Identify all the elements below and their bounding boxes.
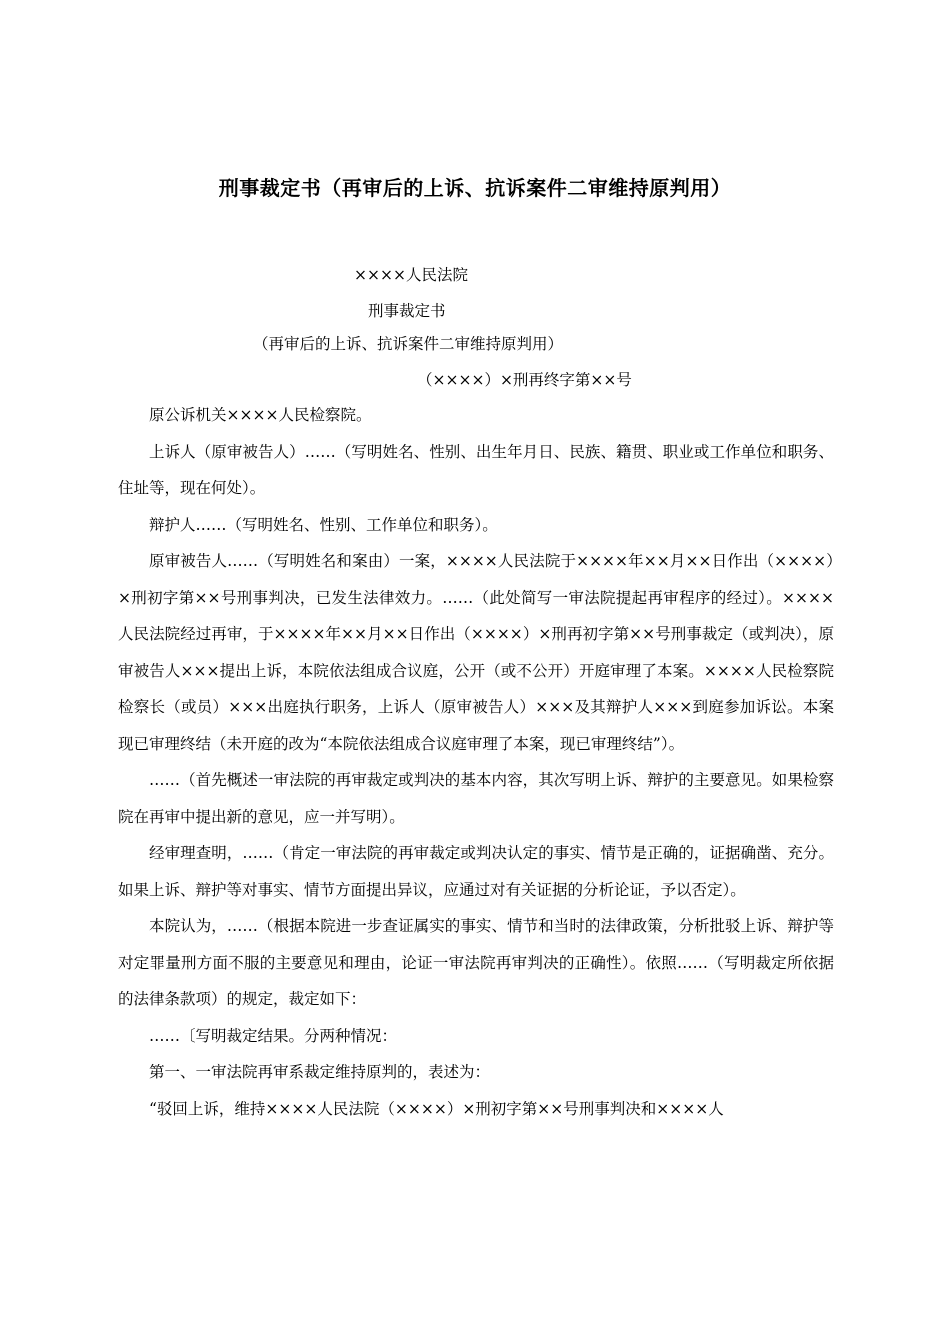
document-type: 刑事裁定书 — [368, 302, 446, 320]
court-name: ××××人民法院 — [354, 266, 468, 284]
document-body — [118, 397, 834, 1127]
paragraph-ruling-intro: ……〔写明裁定结果。分两种情况： — [149, 1026, 398, 1045]
paragraph-ruling-case-one: 第一、一审法院再审系裁定维持原判的，表述为： — [149, 1063, 491, 1081]
paragraph-appellant: 上诉人（原审被告人）……（写明姓名、性别、出生年月日、民族、籍贯、职业或工作单位和职务、住址等，现在何处）。 — [118, 442, 834, 497]
paragraph-summary: ……（首先概述一审法院的再审裁定或判决的基本内容，其次写明上诉、辩护的主要意见。如果检察院在再审中提出新的意见，应一并写明）。 — [118, 771, 834, 826]
paragraph-findings: 经审理查明，……（肯定一审法院的再审裁定或判决认定的事实、情节是正确的，证据确凿、充分。如果上诉、辩护等对事实、情节方面提出异议，应通过对有关证据的分析论证，予以否定）。 — [118, 844, 834, 899]
case-number: （××××）×刑再终字第××号 — [417, 371, 632, 389]
document-subtitle: （再审后的上诉、抗诉案件二审维持原判用） — [253, 335, 564, 353]
paragraph-case-history: 原审被告人……（写明姓名和案由）一案，××××人民法院于××××年××月××日作出（××××）×刑初字第××号刑事判决，已发生法律效力。……（此处简写一审法院提起再审程序的经过）。××××人民法院经过再审，于××××年××月××日作出（××××）×刑再初字第××号刑事裁定（或判决），原审被告人×××提出上诉，本院依法组成合议庭，公开（或不公开）开庭审理了本案。××××人民检察院检察长（或员）×××出庭执行职务，上诉人（原审被告人）×××及其辩护人×××到庭参加诉讼。本案现已审理终结（未开庭的改为“本院依法组成合议庭审理了本案，现已审理终结”）。 — [118, 552, 834, 753]
paragraph-ruling-text: “驳回上诉，维持××××人民法院（××××）×刑初字第××号刑事判决和××××人 — [149, 1099, 724, 1118]
paragraph-defender: 辩护人……（写明姓名、性别、工作单位和职务）。 — [149, 515, 498, 534]
paragraph-court-opinion: 本院认为，……（根据本院进一步查证属实的事实、情节和当时的法律政策，分析批驳上诉、辩护等对定罪量刑方面不服的主要意见和理由，论证一审法院再审判决的正确性）。依照……（写明裁定所依据的法律条款项）的规定，裁定如下： — [118, 917, 834, 1008]
paragraph-prosecutor: 原公诉机关××××人民检察院。 — [149, 406, 372, 424]
document-title: 刑事裁定书（再审后的上诉、抗诉案件二审维持原判用） — [218, 176, 732, 200]
